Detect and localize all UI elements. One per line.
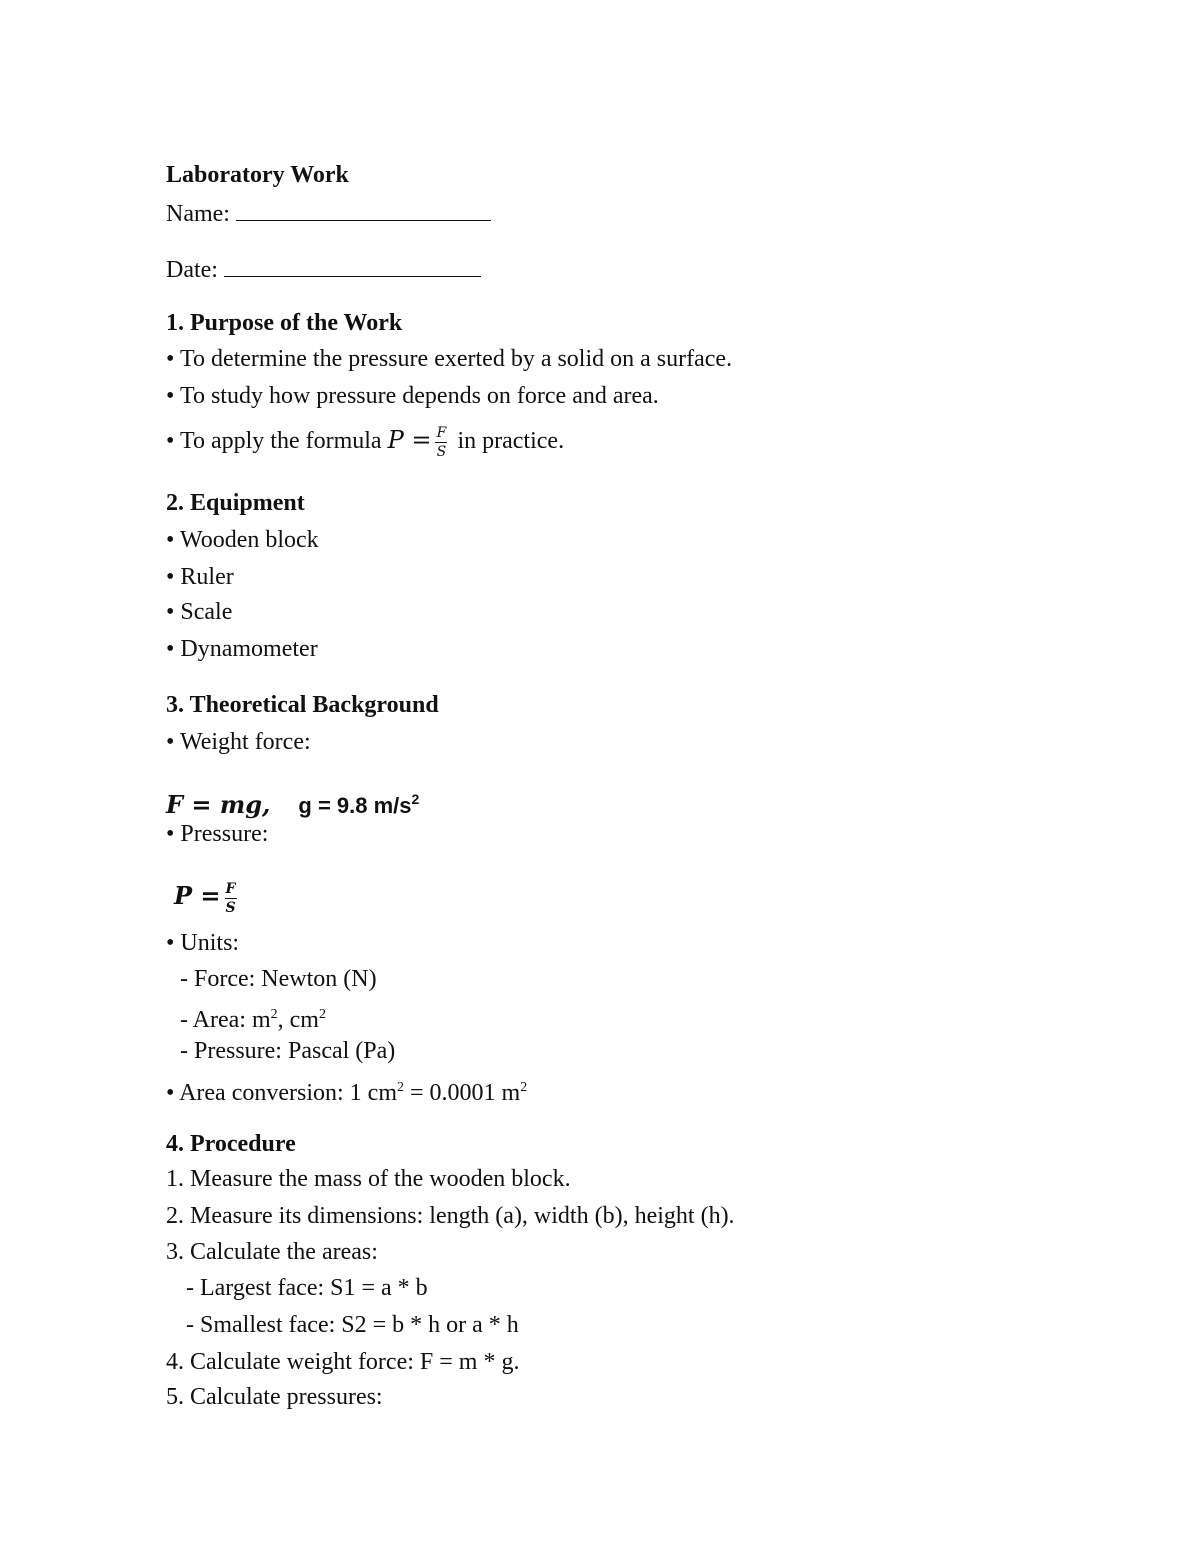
name-field[interactable] [236, 196, 491, 221]
units-label: • Units: [166, 930, 240, 956]
gravity-value: g = 9.8 $m/s^2$ [298, 791, 420, 818]
purpose-formula-prefix: • To apply the formula [166, 428, 382, 454]
pressure-fraction [225, 882, 237, 915]
name-line [166, 196, 491, 229]
purpose-heading: 1. Purpose of the Work [166, 310, 403, 336]
procedure-step-4: 4. Calculate weight force: F = m * g. [166, 1349, 520, 1375]
equipment-item-1: • Wooden block [166, 527, 319, 553]
purpose-fraction-denominator: S [436, 443, 447, 460]
procedure-substep-1: - Largest face: S1 = a * b [186, 1275, 428, 1301]
page-title: Laboratory Work [166, 162, 349, 188]
pressure-label: • Pressure: [166, 821, 269, 847]
equipment-heading: 2. Equipment [166, 490, 305, 516]
purpose-formula-lhs: P = [387, 426, 432, 454]
procedure-step-5: 5. Calculate pressures: [166, 1384, 383, 1410]
pressure-formula-lhs: P = [174, 881, 221, 910]
weight-formula-line [166, 784, 419, 821]
procedure-heading: 4. Procedure [166, 1131, 296, 1157]
equipment-item-4: • Dynamometer [166, 636, 318, 662]
unit-force: - Force: Newton (N) [180, 966, 377, 992]
theory-heading: 3. Theoretical Background [166, 692, 439, 718]
pressure-fraction-numerator: F [225, 880, 236, 897]
procedure-step-1: 1. Measure the mass of the wooden block. [166, 1166, 571, 1192]
purpose-fraction-numerator: F [436, 424, 447, 441]
unit-area: - Area: $m^2$, $cm^2$ [180, 1007, 326, 1033]
equipment-item-2: • Ruler [166, 564, 234, 590]
equipment-item-3: • Scale [166, 599, 233, 625]
procedure-step-3: 3. Calculate the areas: [166, 1239, 378, 1265]
unit-pressure: - Pressure: Pascal (Pa) [180, 1038, 396, 1064]
name-label: Name: [166, 201, 230, 227]
purpose-formula-suffix: in practice. [457, 428, 565, 454]
pressure-formula [174, 870, 241, 923]
procedure-step-2: 2. Measure its dimensions: length (a), width (b), height (h). [166, 1203, 735, 1229]
pressure-fraction-denominator: S [225, 899, 236, 916]
procedure-substep-2: - Smallest face: S2 = b * h or a * h [186, 1312, 519, 1338]
area-conversion: • Area conversion: 1 $cm^2 = 0.0001$ $m^2$ [166, 1080, 528, 1106]
purpose-item-1: • To determine the pressure exerted by a solid on a surface. [166, 346, 733, 372]
purpose-item-2: • To study how pressure depends on force and area. [166, 383, 659, 409]
weight-label: • Weight force: [166, 729, 311, 755]
weight-formula: F = mg, [166, 790, 271, 819]
date-line [166, 252, 481, 285]
purpose-fraction [435, 426, 447, 459]
date-label: Date: [166, 257, 218, 283]
purpose-item-3 [166, 418, 564, 463]
date-field[interactable] [224, 252, 481, 277]
